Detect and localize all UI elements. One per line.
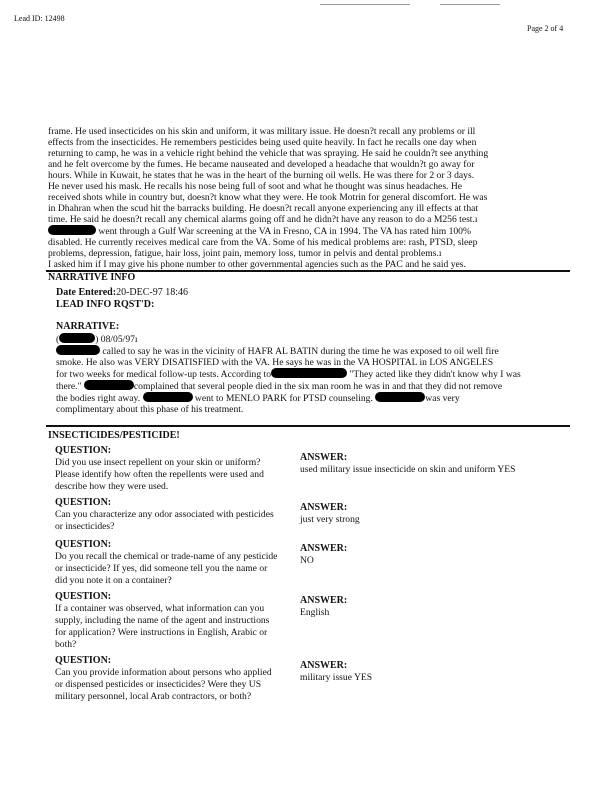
narrative-paragraph — [56, 333, 586, 415]
text: "They acted like they didn't know why I was — [349, 369, 521, 380]
text-line: disabled. He currently receives medical care from the VA. Some of his medical problems are: rash, PTSD, sleep — [48, 237, 478, 248]
question-text: Do you recall the chemical or trade-name of any pesticide or insecticide? If yes, did someone tell you the name or did you note it on a container? — [55, 551, 278, 586]
text-line: hours. While in Kuwait, he states that he was in the heart of the burning oil wells. He was there for 2 or 3 days. — [48, 170, 475, 181]
question-label: QUESTION: — [55, 655, 112, 666]
text-line: smoke. He also was VERY DISATISFIED with the VA. He says he was in the VA HOSPITAL in LOS ANGELES — [56, 357, 494, 368]
answer-1 — [300, 452, 570, 476]
lead-id: Lead ID: 12498 — [14, 14, 65, 23]
answer-text: used military issue insecticide on skin and uniform YES — [300, 464, 516, 475]
answer-label: ANSWER: — [300, 595, 348, 606]
answer-text: military issue YES — [300, 672, 373, 683]
narrative-heading: NARRATIVE: — [56, 321, 120, 332]
text: went through a Gulf War screening at the VA in Fresno, CA in 1994. The VA has rated him 100% — [98, 226, 471, 237]
question-1 — [55, 445, 280, 493]
text: for two weeks for medical follow-up tests. According to — [56, 369, 272, 380]
question-text: Can you provide information about persons who applied or dispensed pesticides or insecticides? Were they US military personnel, local Arab contractors, or both? — [55, 667, 272, 702]
lead-info-rqstd: LEAD INFO RQST'D: — [56, 299, 155, 310]
redaction — [59, 333, 95, 343]
page-number: Page 2 of 4 — [527, 24, 564, 33]
question-text: Did you use insect repellent on your skin or uniform? Please identify how often the repellents were used and describe how they were used. — [55, 457, 264, 492]
intro-paragraph — [48, 126, 578, 270]
redaction — [48, 225, 96, 235]
question-5 — [55, 655, 280, 703]
question-label: QUESTION: — [55, 539, 112, 550]
redaction — [375, 392, 425, 402]
text-line — [56, 392, 586, 404]
text-line: and he felt overcome by the fumes. He became nauseated and developed a headache that wouldn?t go away for — [48, 159, 475, 170]
question-text: If a container was observed, what information can you supply, including the name of the agent and instructions for application? Were instructions in English, Arabic or both? — [55, 603, 270, 650]
text: complained that several people died in the six man room he was in and that they did not remove — [133, 381, 503, 392]
redaction — [84, 380, 134, 390]
text-line: complimentary about this phase of his treatment. — [56, 404, 244, 415]
text-line — [48, 225, 578, 237]
answer-2 — [300, 502, 570, 526]
text-line: frame. He used insecticides on his skin and uniform, it was military issue. He doesn?t recall any problems or ill — [48, 126, 476, 137]
text-line: I asked him if I may give his phone number to other governmental agencies such as the PAC and he said yes. — [48, 259, 466, 270]
value: 20-DEC-97 18:46 — [116, 287, 189, 298]
text-line: in Dhahran when the scud hit the barracks building. He doesn?t recall anyone experiencing any ill effects at that — [48, 203, 479, 214]
question-4 — [55, 591, 280, 651]
answer-label: ANSWER: — [300, 502, 348, 513]
text-line: received shots while in country but, doesn?t know what they were. He took Motrin for general discomfort. He was — [48, 192, 488, 203]
label: Date Entered: — [56, 287, 117, 298]
question-label: QUESTION: — [55, 445, 112, 456]
text-line — [56, 368, 586, 380]
text: called to say he was in the vicinity of HAFR AL BATIN during the time he was exposed to oil well fire — [102, 346, 499, 357]
scan-artifact-line — [320, 4, 410, 5]
text-line — [56, 380, 586, 392]
redaction — [271, 368, 347, 378]
question-2 — [55, 497, 280, 533]
question-text: Can you characterize any odor associated with pesticides or insecticides? — [55, 509, 274, 532]
narrative-info-heading: NARRATIVE INFO — [48, 272, 136, 283]
redaction — [143, 392, 193, 402]
answer-label: ANSWER: — [300, 660, 348, 671]
answer-label: ANSWER: — [300, 452, 348, 463]
text: went to MENLO PARK for PTSD counseling. — [194, 393, 373, 404]
text: there." — [56, 381, 82, 392]
question-label: QUESTION: — [55, 497, 112, 508]
text: was very — [425, 393, 460, 404]
divider — [46, 425, 570, 427]
scan-artifact-line — [440, 4, 500, 5]
answer-text: English — [300, 607, 330, 618]
answer-label: ANSWER: — [300, 543, 348, 554]
date-entered — [56, 287, 188, 298]
answer-3 — [300, 543, 570, 567]
question-3 — [55, 539, 280, 587]
text-line: problems, depression, fatigue, hair loss, joint pain, memory loss, tumor in pelvis and dental problems.ı — [48, 248, 442, 259]
text-line: time. He said he doesn?t recall any chemical alarms going off and he didn?t have any reason to do a M256 test.ı — [48, 214, 478, 225]
text: 08/05/97ı — [100, 334, 138, 345]
insecticides-heading: INSECTICIDES/PESTICIDE! — [48, 430, 180, 441]
answer-text: NO — [300, 555, 314, 566]
text: the bodies right away. — [56, 393, 141, 404]
answer-4 — [300, 595, 570, 619]
text-line: ( ) 08/05/97ı — [56, 334, 138, 345]
answer-5 — [300, 660, 570, 684]
text-line — [56, 345, 586, 357]
text-line: returning to camp, he was in a vehicle right behind the vehicle that was spraying. He said he couldn?t see anything — [48, 148, 489, 159]
question-label: QUESTION: — [55, 591, 112, 602]
redaction — [56, 345, 100, 355]
text-line: He never used his mask. He recalls his nose being full of soot and what he thought was sinus headaches. He — [48, 181, 463, 192]
answer-text: just very strong — [300, 514, 360, 525]
text-line: effects from the insecticides. He remembers pesticides being used quite heavily. In fact he recalls one day when — [48, 137, 477, 148]
